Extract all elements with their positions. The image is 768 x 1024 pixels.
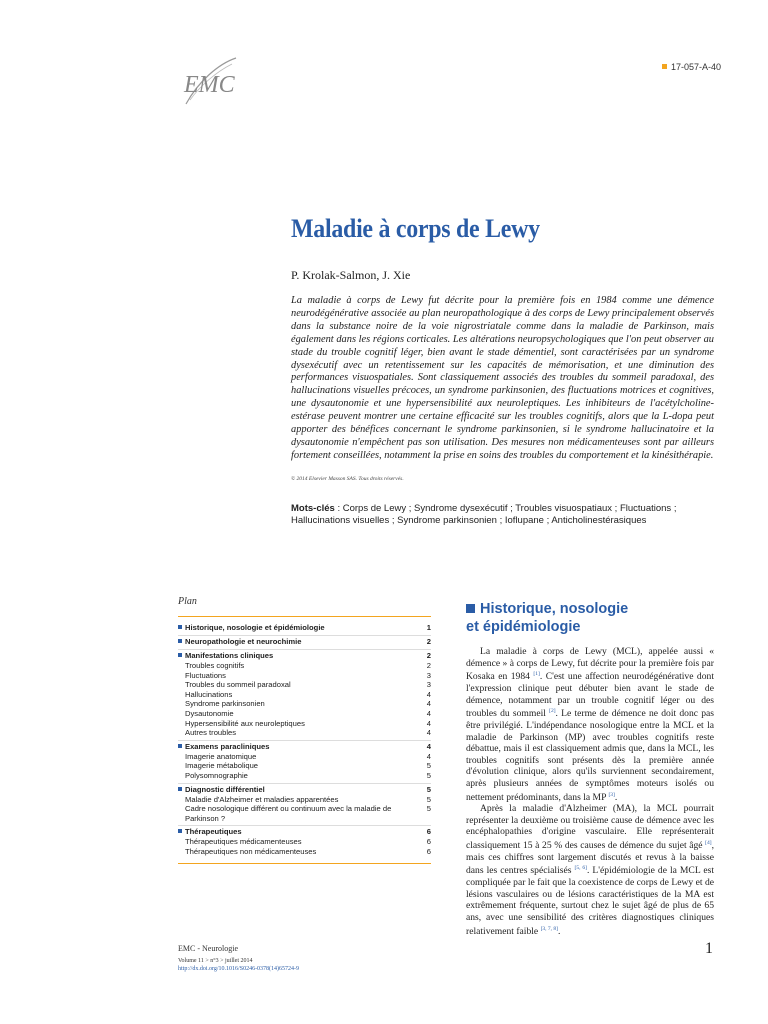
toc-item[interactable] <box>178 690 431 700</box>
toc-item-title: Autres troubles <box>185 728 237 738</box>
section-body <box>466 646 714 937</box>
toc-item-page: 4 <box>426 708 431 718</box>
citation-link[interactable]: [3, 7, 8] <box>540 925 559 932</box>
toc-title: Plan <box>178 596 197 607</box>
body-paragraph <box>466 646 714 803</box>
section-heading-line2: et épidémiologie <box>466 619 581 635</box>
toc-item-page: 4 <box>426 689 431 699</box>
body-text-run: . <box>558 925 561 937</box>
toc-item-title: Dysautonomie <box>185 708 234 718</box>
toc-separator <box>178 649 431 650</box>
body-paragraph <box>466 803 714 937</box>
toc-item[interactable] <box>178 804 431 823</box>
toc-item-page: 4 <box>426 699 431 709</box>
toc-item[interactable] <box>178 771 431 781</box>
toc-item-title: Imagerie métabolique <box>185 761 259 771</box>
toc-item[interactable] <box>178 761 431 771</box>
body-text-run: . L'épidémiologie de la MCL est compliquée par le fait que la coexistence de corps de Lewy et de lésions vasculaires ou de lésions caractéristiques de la MA est extrêmement fréquente, surtout chez le sujet âgé de plus de 65 ans, avec une sensibilité des critères diagnostiques cliniques relativement faible <box>466 865 715 937</box>
toc-section[interactable] <box>178 742 431 752</box>
toc-item-page: 6 <box>426 846 431 856</box>
toc-list <box>178 623 431 857</box>
article-title: Maladie à corps de Lewy <box>291 214 540 243</box>
toc-bullet <box>178 653 182 657</box>
citation-link[interactable]: [4] <box>705 840 712 847</box>
toc-item-title: Troubles cognitifs <box>185 661 245 670</box>
toc-item[interactable] <box>178 752 431 762</box>
footer-journal: EMC - Neurologie <box>178 944 238 953</box>
section-heading <box>466 600 628 636</box>
toc-section[interactable] <box>178 623 431 633</box>
article-reference <box>662 62 721 72</box>
toc-item-title: Hallucinations <box>185 689 233 699</box>
toc-item[interactable] <box>178 795 431 805</box>
keywords-list: : Corps de Lewy ; Syndrome dysexécutif ; Troubles visuospatiaux ; Fluctuations ; Hallucinations visuelles ; Syndrome parkinsonien ; Ioflupane ; Anticholinestérasiques <box>291 503 677 526</box>
citation-link[interactable]: [1] <box>533 671 540 678</box>
toc-item[interactable] <box>178 719 431 729</box>
toc-item-page: 5 <box>426 804 431 814</box>
toc-section-title: Manifestations cliniques <box>185 651 274 660</box>
toc-item[interactable] <box>178 671 431 681</box>
body-text-run: . Le terme de démence ne doit donc pas être privilégié. L'indépendance nosologique entre la MCL et la maladie de Parkinson (MP) avec troubles cognitifs reste débattue, mais il est classiquement admis que, dans la MCL, les troubles cognitifs sont présents dès la première année d'évolution clinique, alors qu'ils surviennent secondairement, après plusieurs années de symptômes moteurs isolés ou nettement prédominants, dans la MP <box>466 708 714 803</box>
toc-top-rule <box>178 616 431 617</box>
toc-section-title: Thérapeutiques <box>185 827 242 837</box>
body-text-run: . C'est une affection neurodégénérative dont l'expression clinique peut débuter bien avant le stade de démence, notamment par un trouble cognitif léger ou des troubles du sommeil <box>466 671 714 720</box>
toc-item-page: 5 <box>426 761 431 771</box>
toc-item-title: Troubles du sommeil paradoxal <box>185 680 291 690</box>
logo-text: EMC <box>184 72 235 98</box>
toc-section-page: 2 <box>426 637 431 646</box>
toc-separator <box>178 783 431 784</box>
toc-section-title: Neuropathologie et neurochimie <box>185 637 302 646</box>
toc-section-title: Diagnostic différentiel <box>185 784 265 794</box>
toc-item[interactable] <box>178 680 431 690</box>
toc-item-page: 5 <box>426 770 431 780</box>
toc-item[interactable] <box>178 728 431 738</box>
reference-marker <box>662 64 667 69</box>
toc-section-page: 5 <box>426 784 431 794</box>
toc-section[interactable] <box>178 827 431 837</box>
toc-item-page: 2 <box>426 661 431 670</box>
toc-item[interactable] <box>178 699 431 709</box>
toc-bullet <box>178 625 182 629</box>
toc-item[interactable] <box>178 709 431 719</box>
section-heading-line1: Historique, nosologie <box>480 601 629 617</box>
toc-item-title: Cadre nosologique différent ou continuum avec la maladie de Parkinson ? <box>185 804 392 823</box>
toc-item[interactable] <box>178 661 431 671</box>
toc-separator <box>178 635 431 636</box>
toc-item-title: Hypersensibilité aux neuroleptiques <box>185 718 305 728</box>
toc-item-title: Thérapeutiques médicamenteuses <box>185 837 302 847</box>
toc-item-page: 4 <box>426 718 431 728</box>
body-text-run: . <box>614 791 618 803</box>
keywords <box>291 503 721 527</box>
toc-item-page: 3 <box>426 670 431 680</box>
toc-item[interactable] <box>178 837 431 847</box>
footer-volume: Volume 11 > n°3 > juillet 2014 <box>178 958 253 964</box>
toc-section-page: 1 <box>426 623 431 632</box>
toc-section-title: Historique, nosologie et épidémiologie <box>185 623 325 632</box>
toc-section[interactable] <box>178 785 431 795</box>
toc-item[interactable] <box>178 847 431 857</box>
toc-item-page: 3 <box>426 680 431 690</box>
toc-item-title: Polysomnographie <box>185 770 248 780</box>
toc-item-title: Imagerie anatomique <box>185 751 257 761</box>
toc-section-title: Examens paracliniques <box>185 741 270 751</box>
emc-logo <box>178 52 240 110</box>
footer-doi-link[interactable]: http://dx.doi.org/10.1016/S0246-0378(14)65724-9 <box>178 966 300 972</box>
toc-section[interactable] <box>178 637 431 647</box>
citation-link[interactable]: [3] <box>608 791 615 798</box>
abstract: La maladie à corps de Lewy fut décrite pour la première fois en 1984 comme une démence neurodégénérative associée au plan neuropathologique à des corps de Lewy principalement observés dans la substance noire de la voie nigrostriatale comme dans la maladie de Parkinson, mais également dans les régions corticales. Les altérations neuropsychologiques que l'on peut observer au stade du trouble cognitif léger, bien avant le stade démentiel, sont caractérisées par un syndrome dysexécutif avec un retentissement sur les capacités de mémorisation, et une diminution des performances visuospatiales. Sont classiquement associés des troubles du sommeil paradoxal, des hallucinations visuelles précoces, un syndrome parkinsonien, des fluctuations motrices et cognitives, une dysautonomie et une hypersensibilité aux neuroleptiques. Les inhibiteurs de l'acétylcholine-estérase peuvent montrer une certaine efficacité sur les troubles cognitifs, alors que la L-dopa peut apporter des bénéfices concernant le syndrome parkinsonien, si le syndrome hallucinatoire et la dysautonomie n'empêchent pas son utilisation. Des mesures non médicamenteuses sont par ailleurs fortement conseillées, notamment la prise en soins des troubles du comportement et la kinésithérapie. <box>291 295 714 461</box>
toc-item-page: 4 <box>426 751 431 761</box>
toc-bullet <box>178 639 182 643</box>
copyright-notice: © 2014 Elsevier Masson SAS. Tous droits réservés. <box>291 476 404 482</box>
section-bullet <box>466 604 475 613</box>
toc-separator <box>178 825 431 826</box>
toc-section-page: 2 <box>426 651 431 660</box>
toc-item-title: Thérapeutiques non médicamenteuses <box>185 846 317 856</box>
body-text-run: , mais ces chiffres sont largement discutés et revus à la baisse dans les centres spécialisés <box>466 840 714 877</box>
toc-bullet <box>178 787 182 791</box>
citation-link[interactable]: [5, 6] <box>574 865 588 872</box>
body-text-run: Après la maladie d'Alzheimer (MA), la MCL pourrait représenter la deuxième ou troisième cause de démence avec les encéphalopathies d'origine vasculaire. Elle représenterait classiquement 15 à 25 % des causes de démence du sujet âgé <box>466 803 714 852</box>
article-authors: P. Krolak-Salmon, J. Xie <box>291 268 411 282</box>
toc-item-page: 4 <box>426 728 431 738</box>
citation-link[interactable]: [2] <box>549 708 556 715</box>
toc-bullet <box>178 829 182 833</box>
reference-code: 17-057-A-40 <box>671 62 722 72</box>
toc-bottom-rule <box>178 863 431 864</box>
toc-item-title: Maladie d'Alzheimer et maladies apparentées <box>185 794 339 804</box>
keywords-label: Mots-clés <box>291 503 335 514</box>
toc-item-title: Syndrome parkinsonien <box>185 699 265 709</box>
toc-separator <box>178 740 431 741</box>
toc-item-page: 6 <box>426 837 431 847</box>
toc-section-page: 4 <box>426 741 431 751</box>
toc-item-title: Fluctuations <box>185 670 226 680</box>
toc-item-page: 5 <box>426 794 431 804</box>
table-of-contents <box>178 596 431 864</box>
toc-bullet <box>178 744 182 748</box>
page-number: 1 <box>705 940 713 957</box>
body-text-run: La maladie à corps de Lewy (MCL), appelée aussi « démence » à corps de Lewy, fut décrite pour la première fois par Kosaka en 1984 <box>466 646 714 683</box>
toc-section-page: 6 <box>426 827 431 837</box>
toc-section[interactable] <box>178 651 431 661</box>
